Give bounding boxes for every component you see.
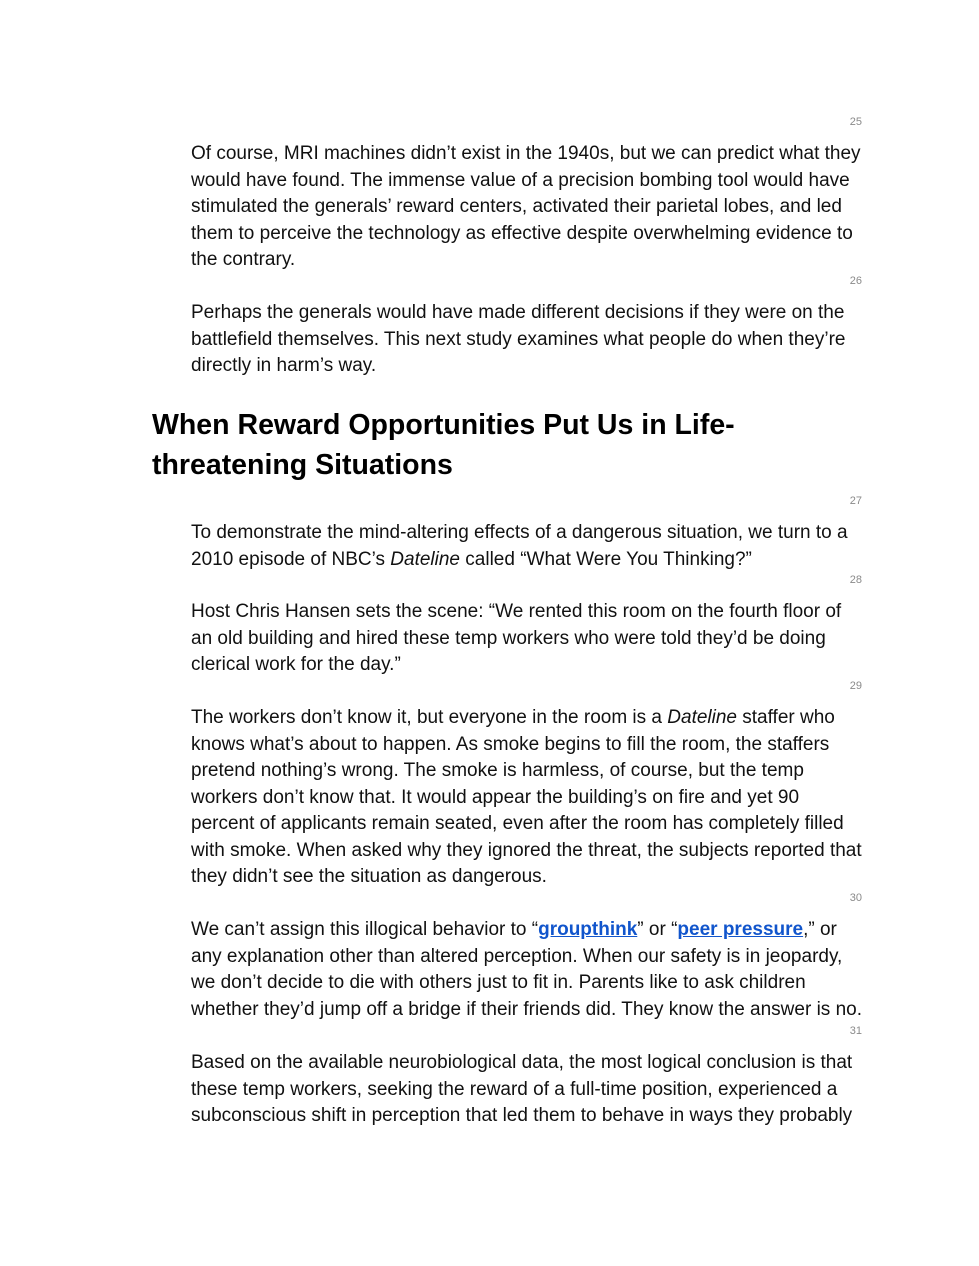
paragraph-29-text-b: staffer who knows what’s about to happen. As smoke begins to fill the room, the staffers pretend nothing’s wrong. The smoke is harmless, of course, but the temp workers don’t know that. It would appear the building’s on fire and yet 90 percent of applicants remain seated, even after the room has completely filled with smoke. When asked why they ignored the threat, the subjects reported that they didn’t see the situation as dangerous. xyxy=(191,707,862,887)
paragraph-30 xyxy=(191,917,867,1023)
paragraph-number: 31 xyxy=(849,1025,862,1037)
section-heading: When Reward Opportunities Put Us in Life-threatening Situations xyxy=(152,409,735,481)
paragraph-30-text-c: ,” or any explanation other than altered perception. When our safety is in jeopardy, we don’t decide to die with others just to fit in. Parents like to ask children whether they’d jump off a bridge if their friends did. They know the answer is no. xyxy=(191,919,862,1020)
paragraph-number: 30 xyxy=(849,892,862,904)
paragraph-27-text-b: called “What Were You Thinking?” xyxy=(460,548,752,570)
paragraph-number: 28 xyxy=(849,574,862,586)
show-title-dateline: Dateline xyxy=(667,707,737,728)
peer-pressure-link[interactable]: peer pressure xyxy=(677,919,804,940)
paragraph-number: 25 xyxy=(849,116,862,128)
groupthink-link[interactable]: groupthink xyxy=(538,919,638,940)
paragraph-27 xyxy=(191,520,867,573)
paragraph-number: 26 xyxy=(849,275,862,287)
paragraph-31: Based on the available neurobiological data, the most logical conclusion is that these temp workers, seeking the reward of a full-time position, experienced a subconscious shift in perception that led them to behave in ways they probably xyxy=(191,1052,853,1126)
paragraph-number: 27 xyxy=(849,495,862,507)
paragraph-26: Perhaps the generals would have made different decisions if they were on the battlefield themselves. This next study examines what people do when they’re directly in harm’s way. xyxy=(191,302,846,376)
paragraph-29 xyxy=(191,705,867,891)
paragraph-25: Of course, MRI machines didn’t exist in the 1940s, but we can predict what they would have found. The immense value of a precision bombing tool would have stimulated the generals’ reward centers, activated their parietal lobes, and led them to perceive the technology as effective despite overwhelming evidence to the contrary. xyxy=(191,143,861,270)
paragraph-28: Host Chris Hansen sets the scene: “We rented this room on the fourth floor of an old building and hired these temp workers who were told they’d be doing clerical work for the day.” xyxy=(191,601,842,675)
show-title-dateline: Dateline xyxy=(390,548,460,570)
paragraph-29-text-a: The workers don’t know it, but everyone in the room is a xyxy=(191,707,668,728)
paragraph-30-text-a: We can’t assign this illogical behavior to “ xyxy=(191,919,539,940)
paragraph-30-text-b: ” or “ xyxy=(637,919,678,940)
paragraph-number: 29 xyxy=(849,680,862,692)
paragraph-27-text-a: To demonstrate the mind-altering effects of a dangerous situation, we turn to a 2010 episode of NBC’s xyxy=(191,522,848,570)
